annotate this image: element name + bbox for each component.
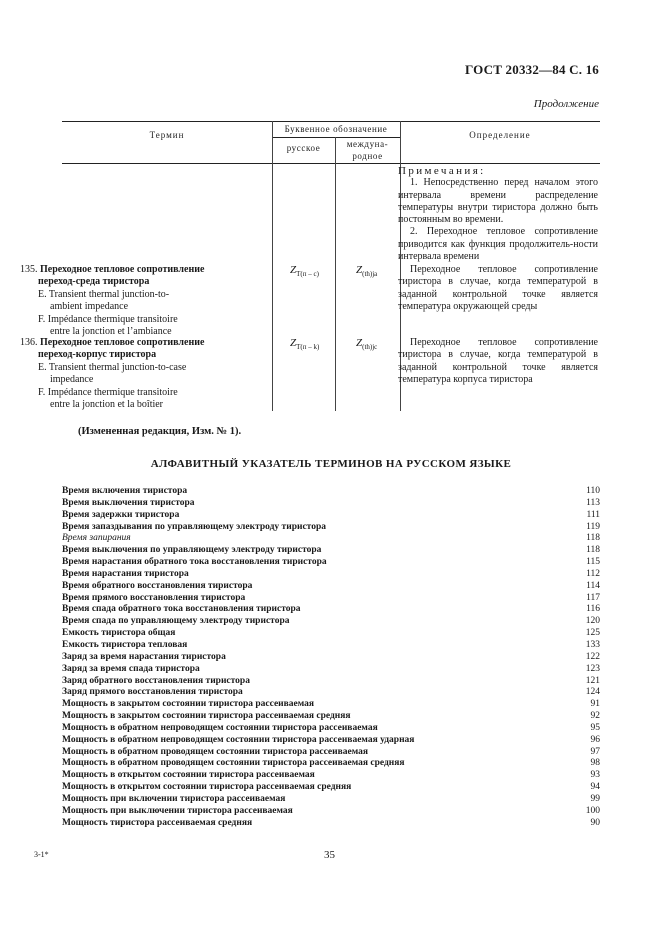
- symbol-subscript: T(п – с): [296, 270, 319, 278]
- index-page-ref: 100: [585, 805, 600, 816]
- term-ru-line-2: переход-корпус тиристора: [38, 349, 157, 361]
- notes-heading: Примечания:: [398, 165, 486, 177]
- index-term: Мощность в открытом состоянии тиристора рассеиваемая: [62, 770, 315, 781]
- symbol-base: Z: [290, 264, 297, 276]
- index-page-ref: 115: [586, 557, 600, 568]
- index-entry: [62, 604, 600, 616]
- index-entry: [62, 510, 600, 522]
- index-term: Мощность в обратном непроводящем состоянии тиристора рассеиваемая ударная: [62, 734, 415, 745]
- index-term: Время прямого восстановления тиристора: [62, 592, 246, 603]
- definition-135: [398, 264, 598, 313]
- term-row-136: [20, 337, 212, 411]
- index-term: Время выключения тиристора: [62, 497, 195, 508]
- index-term: Мощность при включении тиристора рассеиваемая: [62, 793, 286, 804]
- index-term: Емкость тиристора тепловая: [62, 639, 188, 650]
- symbol-subscript: T(п – k): [296, 343, 320, 351]
- symbol-base: Z: [290, 337, 297, 349]
- index-page-ref: 113: [586, 497, 600, 508]
- index-page-ref: 121: [585, 675, 600, 686]
- index-entry: [62, 818, 600, 830]
- index-entry: [62, 782, 600, 794]
- index-term: Мощность при выключении тиристора рассеиваемая: [62, 805, 293, 816]
- index-entry: [62, 593, 600, 605]
- term-ru-line-1: Переходное тепловое сопротивление: [40, 264, 205, 275]
- index-entry: [62, 664, 600, 676]
- definition-text: Переходное тепловое сопротивление тиристора в случае, когда температурой в заданной контрольной точке является температура корпуса тиристора: [398, 337, 598, 385]
- term-en-line-1: E. Transient thermal junction-to-case: [38, 361, 187, 373]
- print-mark: 3-1*: [34, 850, 49, 859]
- index-term: Время запаздывания по управляющему электроду тиристора: [62, 521, 326, 532]
- index-entry: [62, 522, 600, 534]
- index-term: Время нарастания тиристора: [62, 568, 189, 579]
- term-fr-line-1: F. Impédance thermique transitoire: [38, 313, 178, 325]
- index-entry: [62, 794, 600, 806]
- header-russian: русское: [286, 143, 321, 153]
- index-entry: [62, 711, 600, 723]
- index-entry: [62, 581, 600, 593]
- index-entry: [62, 569, 600, 581]
- index-page-ref: 96: [590, 734, 600, 745]
- index-entry: [62, 486, 600, 498]
- continuation-label: Продолжение: [533, 98, 599, 110]
- header-definition: Определение: [469, 130, 531, 140]
- index-entry: [62, 628, 600, 640]
- table-top-rule: [62, 121, 600, 122]
- index-entry: [62, 616, 600, 628]
- term-en-line-2: impedance: [50, 374, 94, 386]
- index-entry: [62, 723, 600, 735]
- note-2: 2. Переходное тепловое сопротивление приводится как функция продолжитель-ности интервала времени: [398, 226, 598, 263]
- index-page-ref: 125: [585, 628, 600, 639]
- index-entry: [62, 758, 600, 770]
- index-page-ref: 118: [586, 545, 600, 556]
- index-term: Мощность в закрытом состоянии тиристора рассеиваемая: [62, 699, 315, 710]
- table-header-rule: [62, 163, 600, 164]
- index-term: Мощность в открытом состоянии тиристора рассеиваемая средняя: [62, 782, 352, 793]
- index-page-ref: 97: [590, 746, 600, 757]
- definition-136: [398, 337, 598, 386]
- index-page-ref: 92: [590, 711, 600, 722]
- term-fr-line-1: F. Impédance thermique transitoire: [38, 386, 178, 398]
- index-term: Время включения тиристора: [62, 486, 188, 496]
- index-entry: [62, 676, 600, 688]
- index-page-ref: 95: [590, 722, 600, 733]
- definition-text: Переходное тепловое сопротивление тиристора в случае, когда температурой в заданной контрольной точке является температура окружающей среды: [398, 264, 598, 312]
- index-page-ref: 124: [585, 687, 600, 698]
- index-term: Заряд за время спада тиристора: [62, 663, 200, 674]
- index-term: Мощность тиристора рассеиваемая средняя: [62, 817, 253, 828]
- index-term: Время спада по управляющему электроду тиристора: [62, 616, 290, 627]
- notes-block: [398, 165, 598, 263]
- col-divider-2: [335, 137, 336, 411]
- index-term: Мощность в обратном непроводящем состоянии тиристора рассеиваемая: [62, 722, 378, 733]
- header-international-2: родное: [352, 151, 383, 161]
- index-page-ref: 123: [585, 663, 600, 674]
- doc-id: ГОСТ 20332—84 С. 16: [465, 62, 599, 77]
- index-entry: [62, 770, 600, 782]
- index-term: Время выключения по управляющему электроду тиристора: [62, 545, 322, 556]
- index-entry: [62, 652, 600, 664]
- symbol-int-135: [356, 264, 377, 278]
- index-entry: [62, 545, 600, 557]
- index-entry: [62, 640, 600, 652]
- symbol-base: Z: [356, 337, 363, 349]
- term-ru-line-2: переход-среда тиристора: [38, 276, 150, 288]
- index-page-ref: 116: [586, 604, 600, 615]
- index-page-ref: 91: [590, 699, 600, 710]
- term-row-135: [20, 264, 212, 338]
- index-page-ref: 133: [585, 639, 600, 650]
- index-page-ref: 99: [590, 793, 600, 804]
- index-page-ref: 119: [586, 521, 600, 532]
- term-en-line-2: ambient impedance: [50, 301, 129, 313]
- index-term: Заряд прямого восстановления тиристора: [62, 687, 243, 698]
- term-ru-line-1: Переходное тепловое сопротивление: [40, 337, 205, 348]
- index-page-ref: 93: [590, 770, 600, 781]
- index-entry: [62, 747, 600, 759]
- note-1: 1. Непосредственно перед началом этого интервала времени распределение температуры внутри тиристора должно быть постоянным во времени.: [398, 177, 598, 226]
- index-page-ref: 98: [590, 758, 600, 769]
- term-fr-line-2: entre la jonction et l’ambiance: [50, 326, 172, 338]
- symbol-ru-136: [290, 337, 319, 351]
- index-page-ref: 112: [586, 568, 600, 579]
- index-page-ref: 122: [585, 651, 600, 662]
- page-number: 35: [324, 849, 335, 861]
- term-number: 135.: [20, 264, 38, 275]
- alphabetical-index: [62, 486, 600, 829]
- header-international-1: междуна-: [346, 139, 389, 149]
- index-term: Мощность в закрытом состоянии тиристора рассеиваемая средняя: [62, 711, 351, 722]
- symbol-base: Z: [356, 264, 363, 276]
- index-term: Мощность в обратном проводящем состоянии тиристора рассеиваемая средняя: [62, 758, 405, 769]
- index-term: Время запирания: [62, 533, 131, 544]
- index-term: Время спада обратного тока восстановления тиристора: [62, 604, 301, 615]
- index-entry: [62, 806, 600, 818]
- index-entry: [62, 687, 600, 699]
- term-fr-line-2: entre la jonction et la boîtier: [50, 399, 164, 411]
- index-page-ref: 120: [585, 616, 600, 627]
- index-page-ref: 90: [590, 817, 600, 828]
- index-page-ref: 114: [586, 580, 600, 591]
- index-title: АЛФАВИТНЫЙ УКАЗАТЕЛЬ ТЕРМИНОВ НА РУССКОМ ЯЗЫКЕ: [150, 458, 512, 470]
- index-page-ref: 118: [586, 533, 600, 544]
- symbol-ru-135: [290, 264, 319, 278]
- header-international: [335, 138, 400, 162]
- index-term: Время нарастания обратного тока восстановления тиристора: [62, 557, 327, 568]
- header-term: Термин: [149, 130, 185, 140]
- index-term: Время обратного восстановления тиристора: [62, 580, 253, 591]
- term-en-line-1: E. Transient thermal junction-to-: [38, 288, 170, 300]
- index-term: Емкость тиристора общая: [62, 628, 176, 639]
- index-entry: [62, 533, 600, 545]
- col-divider-1: [272, 121, 273, 411]
- index-term: Заряд за время нарастания тиристора: [62, 651, 226, 662]
- index-term: Заряд обратного восстановления тиристора: [62, 675, 250, 686]
- index-term: Мощность в обратном проводящем состоянии тиристора рассеиваемая: [62, 746, 369, 757]
- index-entry: [62, 557, 600, 569]
- index-page-ref: 110: [586, 486, 600, 496]
- index-entry: [62, 498, 600, 510]
- symbol-int-136: [356, 337, 377, 351]
- index-page-ref: 117: [586, 592, 600, 603]
- amendment-note: (Измененная редакция, Изм. № 1).: [78, 426, 242, 437]
- term-number: 136.: [20, 337, 38, 348]
- index-page-ref: 94: [590, 782, 600, 793]
- index-entry: [62, 735, 600, 747]
- symbol-subscript: (th)ja: [362, 270, 378, 278]
- index-entry: [62, 699, 600, 711]
- header-symbol: Буквенное обозначение: [284, 124, 388, 134]
- index-term: Время задержки тиристора: [62, 509, 180, 520]
- index-page-ref: 111: [586, 509, 600, 520]
- symbol-subscript: (th)jc: [362, 343, 378, 351]
